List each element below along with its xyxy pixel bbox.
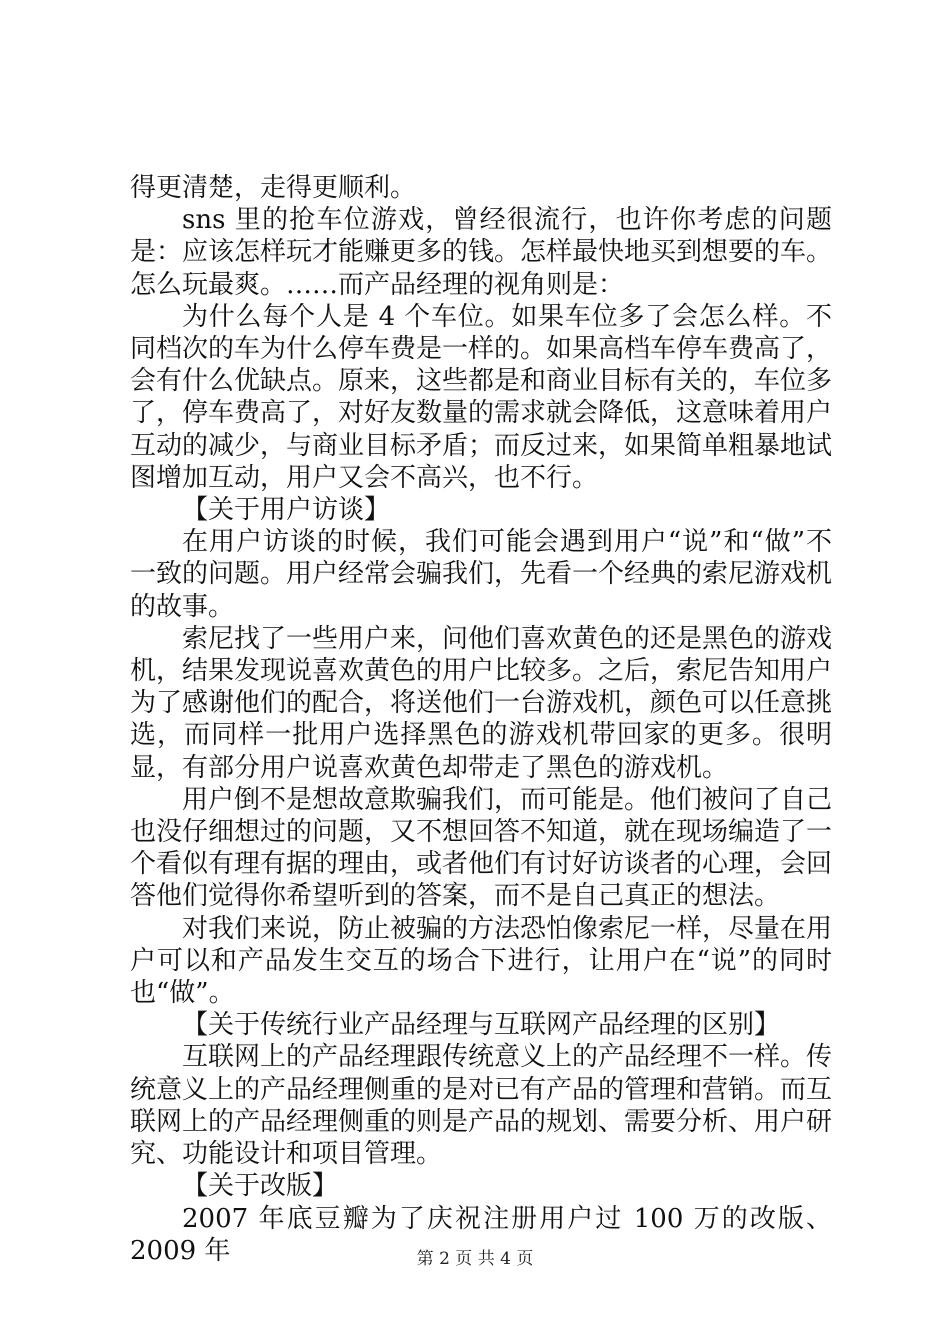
paragraph-douban-redesign: 2007 年底豆瓣为了庆祝注册用户过 100 万的改版、2009 年	[130, 1203, 832, 1266]
page-footer: 第 2 页 共 4 页	[416, 1249, 534, 1269]
paragraph-interview-intro: 在用户访谈的时候，我们可能会遇到用户“说”和“做”不一致的问题。用户经常会骗我们，先看一个经典的索尼游戏机的故事。	[130, 527, 833, 622]
paragraph-sony-story: 索尼找了一些用户来，问他们喜欢黄色的还是黑色的游戏机，结果发现说喜欢黄色的用户比较多。之后，索尼告知用户为了感谢他们的配合，将送他们一台游戏机，颜色可以任意挑选，而同样一批用户选择黑色的游戏机带回家的更多。很明显，有部分用户说喜欢黄色却带走了黑色的游戏机。	[130, 623, 833, 783]
section-heading-user-interview: 【关于用户访谈】	[182, 495, 391, 526]
paragraph-continuation: 得更清楚，走得更顺利。	[130, 173, 417, 203]
section-heading-pm-difference: 【关于传统行业产品经理与互联网产品经理的区别】	[182, 1010, 781, 1041]
paragraph-parking-spaces: 为什么每个人是 4 个车位。如果车位多了会怎么样。不同档次的车为什么停车费是一样的。如果高档车停车费高了，会有什么优缺点。原来，这些都是和商业目标有关的，车位多了，停车费高了，对好友数量的需求就会降低，这意味着用户互动的减少，与商业目标矛盾；而反过来，如果简单粗暴地试图增加互动，用户又会不高兴，也不行。	[130, 301, 833, 493]
document-body	[130, 172, 832, 1267]
section-heading-redesign: 【关于改版】	[182, 1171, 339, 1202]
paragraph-user-reasoning: 用户倒不是想故意欺骗我们，而可能是。他们被问了自己也没仔细想过的问题，又不想回答不知道，就在现场编造了一个看似有理有据的理由，或者他们有讨好访谈者的心理，会回答他们觉得你希望听到的答案，而不是自己真正的想法。	[130, 784, 833, 912]
paragraph-pm-difference: 互联网上的产品经理跟传统意义上的产品经理不一样。传统意义上的产品经理侧重的是对已有产品的管理和营销。而互联网上的产品经理侧重的则是产品的规划、需要分析、用户研究、功能设计和项目管理。	[130, 1042, 833, 1170]
paragraph-prevention: 对我们来说，防止被骗的方法恐怕像索尼一样，尽量在用户可以和产品发生交互的场合下进行，让用户在“说”的同时也“做”。	[130, 913, 833, 1009]
paragraph-sns-game: sns 里的抢车位游戏，曾经很流行，也许你考虑的问题是：应该怎样玩才能赚更多的钱。怎样最快地买到想要的车。怎么玩最爽。……而产品经理的视角则是：	[130, 205, 833, 300]
